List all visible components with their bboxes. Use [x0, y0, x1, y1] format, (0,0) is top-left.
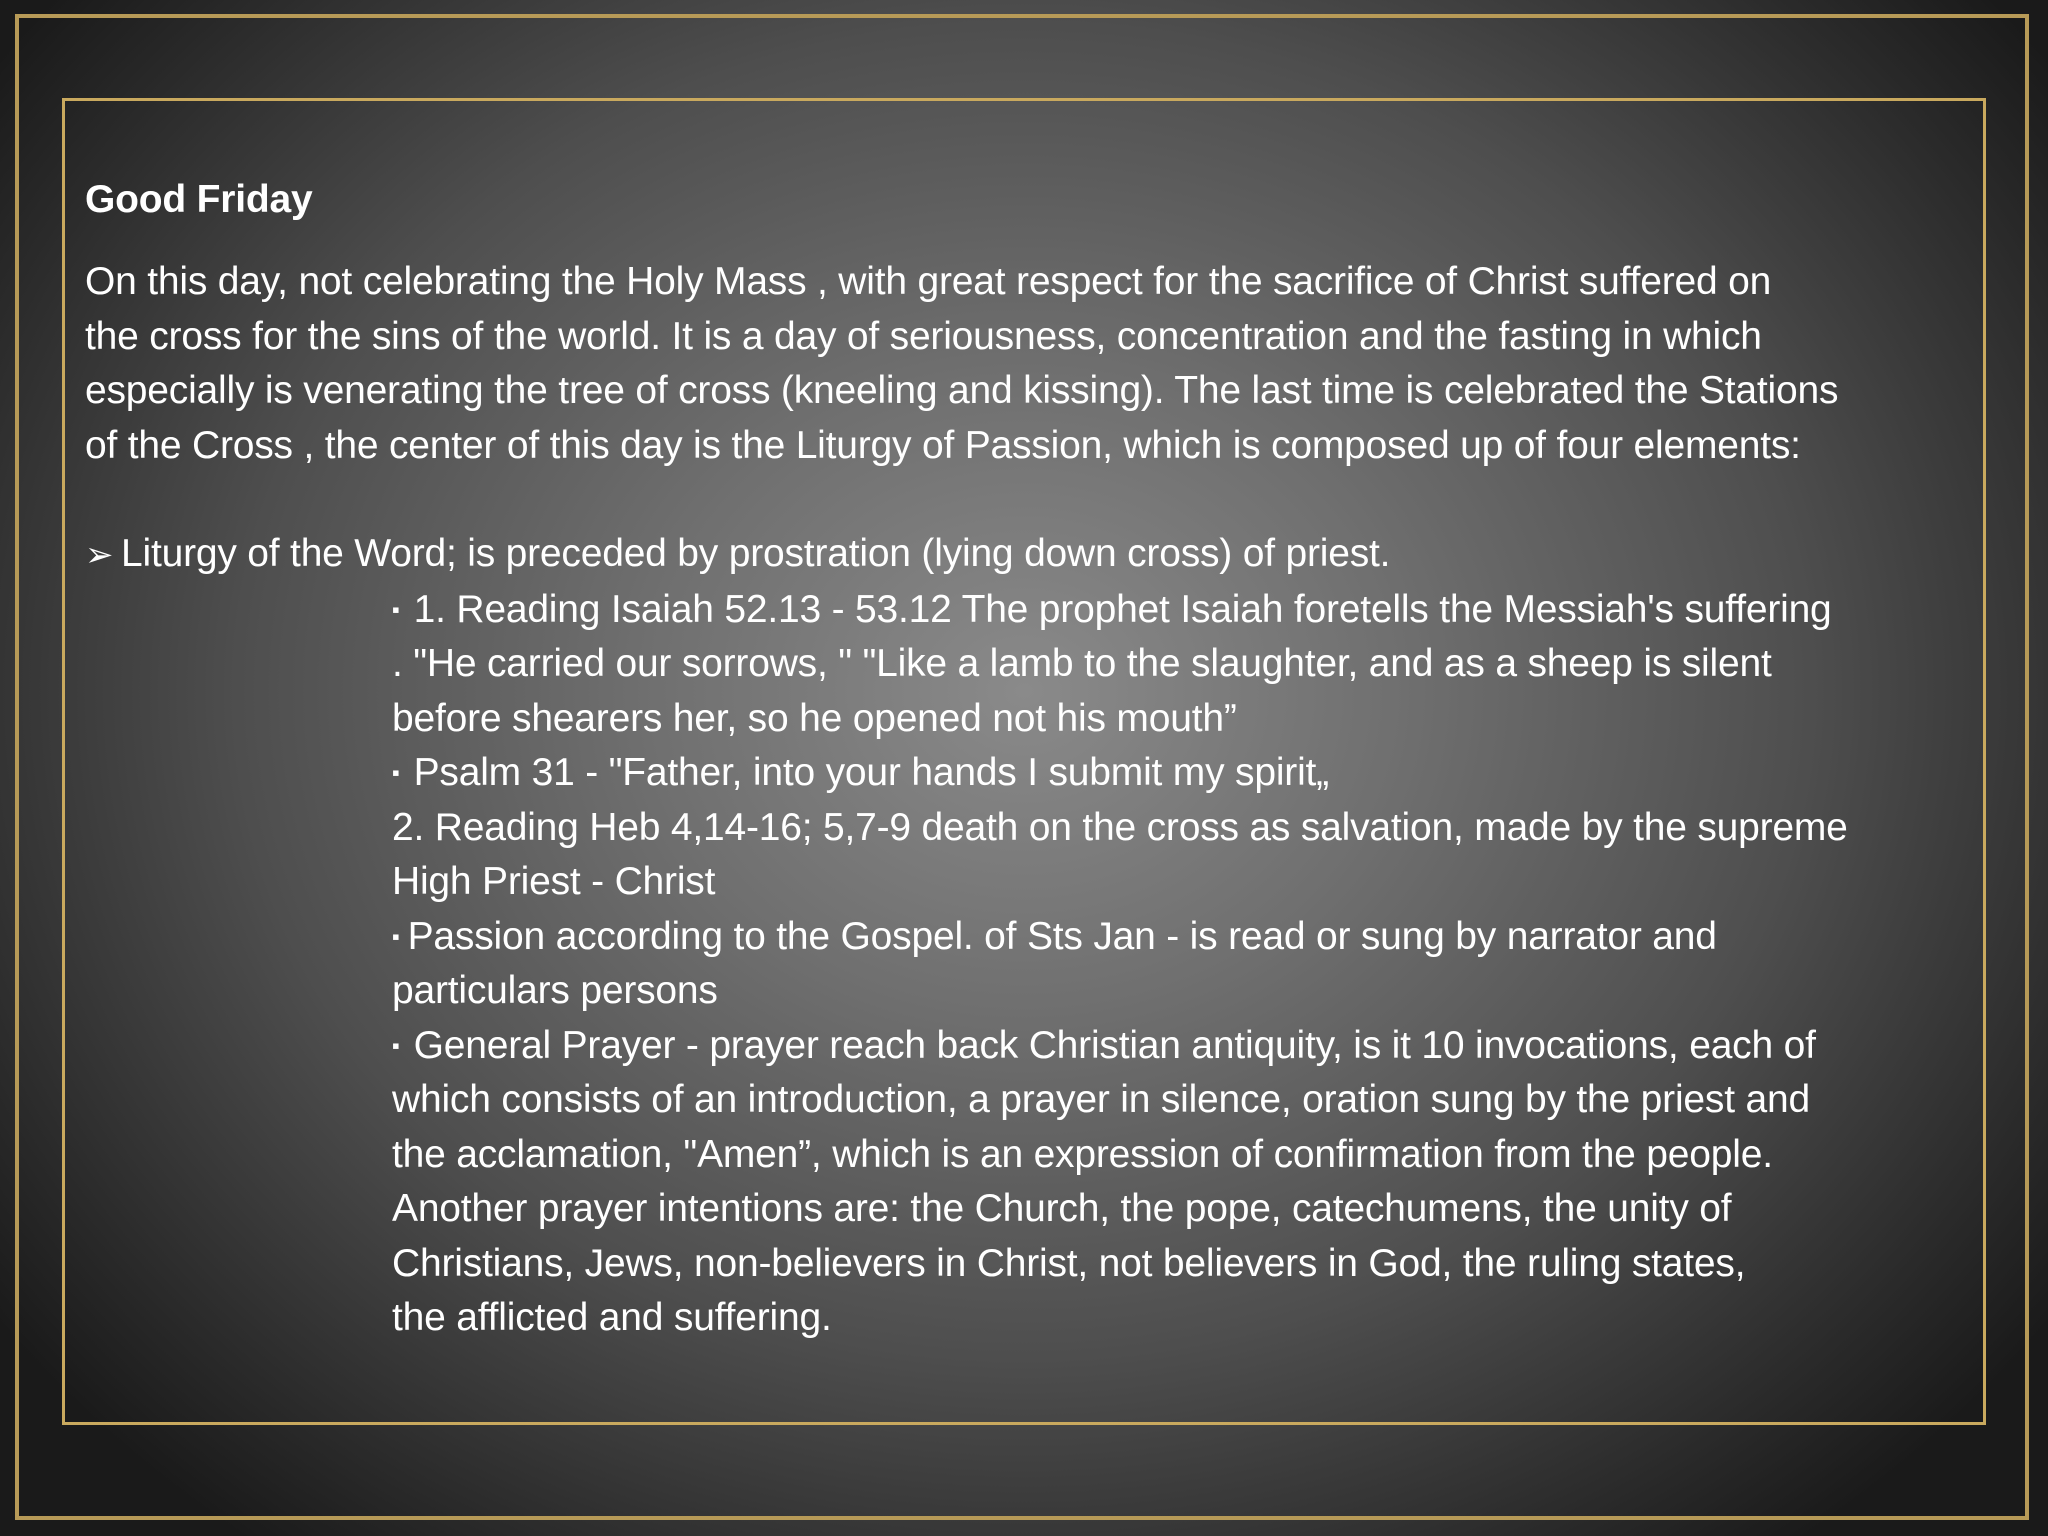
- passion-text: Passion according to the Gospel. of Sts Jan - is read or sung by narrator and particulars persons: [392, 914, 1717, 1012]
- reading-one-text: 1. Reading Isaiah 52.13 - 53.12 The prophet Isaiah foretells the Messiah's suffering . "He carried our sorrows, " "Like a lamb to the slaughter, and as a sheep is silent before shearers her, so he opened not his mouth”: [392, 587, 1832, 740]
- general-prayer-item: [392, 1019, 1952, 1346]
- intro-paragraph: On this day, not celebrating the Holy Mass , with great respect for the sacrifice of Christ suffered on the cross for the sins of the world. It is a day of seriousness, concentration and the fasting in which especially is venerating the tree of cross (kneeling and kissing). The last time is celebrated the Stations of the Cross , the center of this day is the Liturgy of Passion, which is composed up of four elements:: [85, 260, 1839, 467]
- square-bullet-icon: ▪: [392, 760, 400, 785]
- slide-content: [85, 165, 1985, 1346]
- reading-two-item: 2. Reading Heb 4,14-16; 5,7-9 death on the cross as salvation, made by the supreme High Priest - Christ: [392, 805, 1848, 903]
- passion-item: [392, 910, 1952, 1019]
- square-bullet-icon: ▪: [392, 596, 400, 622]
- general-prayer-text: General Prayer - prayer reach back Christian antiquity, is it 10 invocations, each of which consists of an introduction, a prayer in silence, oration sung by the priest and the acclamation, "Amen”, which is an expression of confirmation from the people. Another prayer intentions are: the Church, the pope, catechumens, the unity of Christians, Jews, non-believers in Christ, not believers in God, the ruling states, the afflicted and suffering.: [392, 1023, 1816, 1339]
- square-bullet-icon: ▪: [392, 923, 400, 949]
- arrow-bullet-icon: ➢: [85, 536, 114, 574]
- psalm-item: [392, 746, 1952, 801]
- liturgy-sub-list: [392, 583, 1952, 1346]
- psalm-text: Psalm 31 - "Father, into your hands I submit my spirit„: [413, 751, 1329, 794]
- reading-one-item: [392, 583, 1952, 747]
- liturgy-of-the-word-text: Liturgy of the Word; is preceded by prostration (lying down cross) of priest.: [121, 532, 1391, 575]
- liturgy-of-the-word-item: [85, 527, 1985, 583]
- slide-title: Good Friday: [85, 178, 313, 221]
- square-bullet-icon: ▪: [392, 1032, 400, 1058]
